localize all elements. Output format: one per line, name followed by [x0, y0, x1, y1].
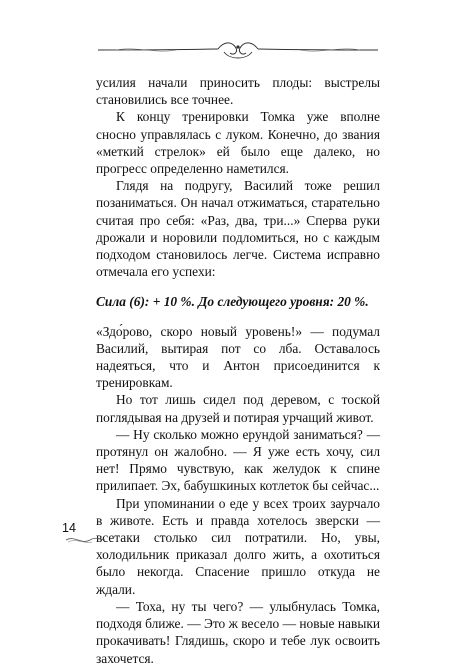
page-text [96, 74, 380, 667]
decorative-flourish-top [96, 38, 380, 62]
paragraph: Но тот лишь сидел под деревом, с тоской поглядывая на друзей и потирая урчащий живот. [96, 392, 380, 425]
paragraph: К концу тренировки Томка уже вполне сносно управлялась с луком. Конечно, до звания «меткий стрелок» ей было еще далеко, но прогресс определенно наметился. [96, 109, 380, 177]
paragraph: — Ну сколько можно ерундой заниматься? — протянул он жалобно. — Я уже есть хочу, сил нет! Прямо чувствую, как желудок к спине прилипает. Эх, бабушкиных котлеток бы сейчас... [96, 426, 380, 494]
paragraph: При упоминании о еде у всех троих заурчало в животе. Есть и правда хотелось зверски — всетаки столько сил потратили. Но, увы, холодильник приказал долго жить, а охотиться было некогда. Спасение пришло откуда не ждали. [96, 495, 380, 597]
page-number: 14 [62, 521, 76, 535]
paragraph: «Здо́рово, скоро новый уровень!» — подумал Василий, вытирая пот со лба. Оставалось надеяться, что и Антон присоединится к тренировкам. [96, 323, 380, 391]
paragraph: Глядя на подругу, Василий тоже решил позаниматься. Он начал отжиматься, старательно считая про себя: «Раз, два, три...» Сперва руки дрожали и норовили подломиться, но с каждым подходом становилось легче. Система исправно отмечала его успехи: [96, 178, 380, 280]
decorative-flourish-bottom [64, 534, 106, 546]
system-notification: Сила (6): + 10 %. До следующего уровня: 20 %. [96, 294, 369, 310]
paragraph: — Тоха, ну ты чего? — улыбнулась Томка, подходя ближе. — Это ж весело — новые навыки прокачивать! Глядишь, скоро и тебе лук освоить захочется. [96, 598, 380, 666]
paragraph: усилия начали приносить плоды: выстрелы становились все точнее. [96, 75, 380, 108]
